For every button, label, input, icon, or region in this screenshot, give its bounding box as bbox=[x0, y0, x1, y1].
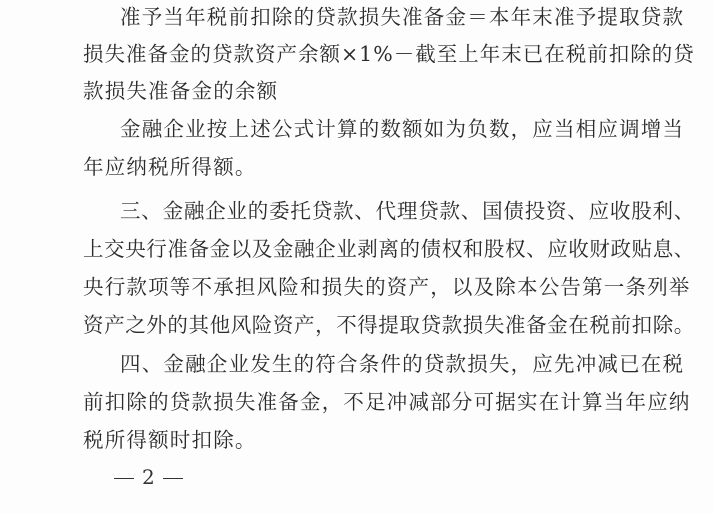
text-line: 上交央行准备金以及金融企业剥离的债权和股权、应收财政贴息、 bbox=[83, 237, 695, 261]
dash-left bbox=[114, 478, 134, 479]
page-footer bbox=[106, 463, 191, 491]
page-number: 2 bbox=[142, 465, 155, 489]
text-line: 三、金融企业的委托贷款、代理贷款、国债投资、应收股利、 bbox=[120, 199, 696, 223]
text-line: 央行款项等不承担风险和损失的资产，以及除本公告第一条列举 bbox=[83, 275, 691, 299]
text-line: 金融企业按上述公式计算的数额如为负数，应当相应调增当 bbox=[120, 117, 685, 141]
text-line: 年应纳税所得额。 bbox=[83, 155, 257, 179]
text-line: 准予当年税前扣除的贷款损失准备金＝本年末准予提取贷款 bbox=[120, 5, 685, 29]
text-line: 税所得额时扣除。 bbox=[83, 428, 257, 452]
text-line: 前扣除的贷款损失准备金，不足冲减部分可据实在计算当年应纳 bbox=[83, 390, 691, 414]
text-line: 款损失准备金的余额 bbox=[83, 79, 279, 103]
text-line: 损失准备金的贷款资产余额×1%－截至上年末已在税前扣除的贷 bbox=[83, 42, 695, 66]
dash-right bbox=[163, 478, 183, 479]
text-line: 资产之外的其他风险资产，不得提取贷款损失准备金在税前扣除。 bbox=[83, 313, 695, 337]
text-line: 四、金融企业发生的符合条件的贷款损失，应先冲减已在税 bbox=[120, 352, 685, 376]
